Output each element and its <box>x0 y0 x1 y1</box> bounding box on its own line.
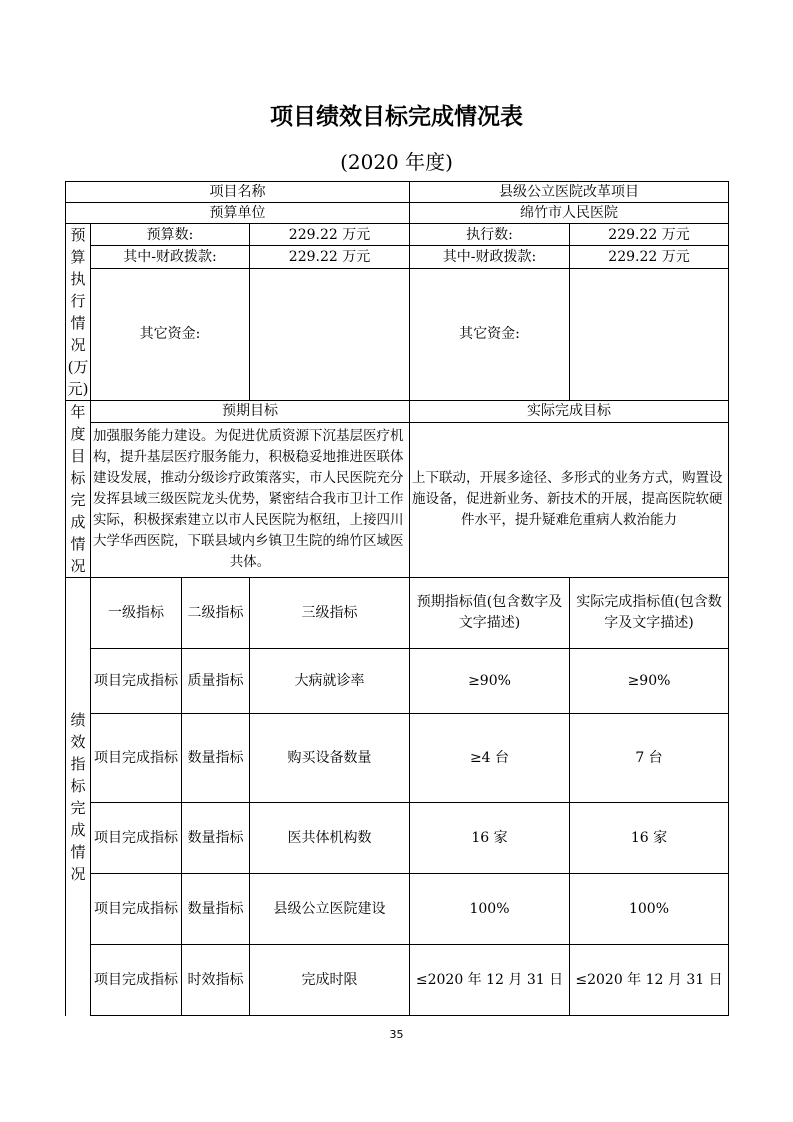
expected-cell: ≤2020 年 12 月 31 日 <box>410 945 570 1016</box>
actual-cell: 7 台 <box>570 714 729 803</box>
project-name-value: 县级公立医院改革项目 <box>410 182 729 203</box>
page-number: 35 <box>389 1028 404 1041</box>
budget-unit-label: 预算单位 <box>66 203 410 224</box>
table-row <box>66 714 729 803</box>
actual-cell: ≥90% <box>570 649 729 714</box>
report-year: (2020 年度) <box>340 150 453 174</box>
other-exec-value <box>570 268 729 401</box>
actual-value-header: 实际完成指标值(包含数字及文字描述) <box>570 578 729 649</box>
actual-target-text: 上下联动，开展多途径、多形式的业务方式，购置设施设备，促进新业务、新技术的开展，提高医院软硬 件水平，提升疑难危重病人救治能力 <box>410 422 729 577</box>
table-row <box>66 803 729 874</box>
exec-label: 执行数: <box>410 224 570 246</box>
fiscal-label: 其中-财政拨款: <box>91 246 250 268</box>
budget-label: 预算数: <box>91 224 250 246</box>
expected-cell: 16 家 <box>410 803 570 874</box>
annual-header-row <box>66 401 729 423</box>
actual-target-header: 实际完成目标 <box>410 401 729 423</box>
level1-header: 一级指标 <box>91 578 182 649</box>
budget-row <box>66 224 729 246</box>
actual-cell: 16 家 <box>570 803 729 874</box>
level1-cell: 项目完成指标 <box>91 649 182 714</box>
fiscal-row <box>66 246 729 268</box>
expected-target-header: 预期目标 <box>91 401 410 423</box>
table-row <box>66 649 729 714</box>
exec-value: 229.22 万元 <box>570 224 729 246</box>
table-row <box>66 874 729 945</box>
level1-cell: 项目完成指标 <box>91 945 182 1016</box>
level1-cell: 项目完成指标 <box>91 874 182 945</box>
page-title: 项目绩效目标完成情况表 <box>270 104 523 130</box>
annual-side-label: 年 度 目 标 完 成 情 况 <box>66 401 91 578</box>
budget-value: 229.22 万元 <box>250 224 410 246</box>
budget-unit-value: 绵竹市人民医院 <box>410 203 729 224</box>
expected-target-text: 加强服务能力建设。为促进优质资源下沉基层医疗机构，提升基层医疗服务能力，积极稳妥地推进医联体建设发展，推动分级诊疗政策落实，市人民医院充分发挥县域三级医院龙头优势，紧密结合我市卫计工作实际，积极探索建立以市人民医院为枢纽，上接四川大学华西医院，下联县域内乡镇卫生院的绵竹区域医 共体。 <box>91 422 410 577</box>
project-name-row <box>66 182 729 203</box>
level2-cell: 数量指标 <box>182 874 250 945</box>
expected-value-header: 预期指标值(包含数字及文字描述) <box>410 578 570 649</box>
table-row <box>66 945 729 1016</box>
level1-cell: 项目完成指标 <box>91 714 182 803</box>
level2-header: 二级指标 <box>182 578 250 649</box>
level2-cell: 数量指标 <box>182 714 250 803</box>
performance-table <box>65 181 729 1016</box>
level3-header: 三级指标 <box>250 578 410 649</box>
project-name-label: 项目名称 <box>66 182 410 203</box>
level2-cell: 时效指标 <box>182 945 250 1016</box>
level3-cell: 医共体机构数 <box>250 803 410 874</box>
fiscal-exec-label: 其中-财政拨款: <box>410 246 570 268</box>
expected-cell: ≥90% <box>410 649 570 714</box>
fiscal-exec-value: 229.22 万元 <box>570 246 729 268</box>
performance-side-label: 绩 效 指 标 完 成 情 况 <box>66 578 91 1016</box>
fiscal-value: 229.22 万元 <box>250 246 410 268</box>
level2-cell: 质量指标 <box>182 649 250 714</box>
annual-text-row <box>66 422 729 577</box>
level3-cell: 县级公立医院建设 <box>250 874 410 945</box>
level3-cell: 购买设备数量 <box>250 714 410 803</box>
expected-cell: ≥4 台 <box>410 714 570 803</box>
other-funds-row <box>66 268 729 401</box>
level1-cell: 项目完成指标 <box>91 803 182 874</box>
actual-cell: ≤2020 年 12 月 31 日 <box>570 945 729 1016</box>
budget-side-label: 预 算 执 行 情 况 (万 元) <box>66 224 91 401</box>
level3-cell: 大病就诊率 <box>250 649 410 714</box>
other-exec-label: 其它资金: <box>410 268 570 401</box>
budget-unit-row <box>66 203 729 224</box>
expected-cell: 100% <box>410 874 570 945</box>
actual-cell: 100% <box>570 874 729 945</box>
level3-cell: 完成时限 <box>250 945 410 1016</box>
other-value <box>250 268 410 401</box>
other-label: 其它资金: <box>91 268 250 401</box>
level2-cell: 数量指标 <box>182 803 250 874</box>
indicator-header-row <box>66 578 729 649</box>
